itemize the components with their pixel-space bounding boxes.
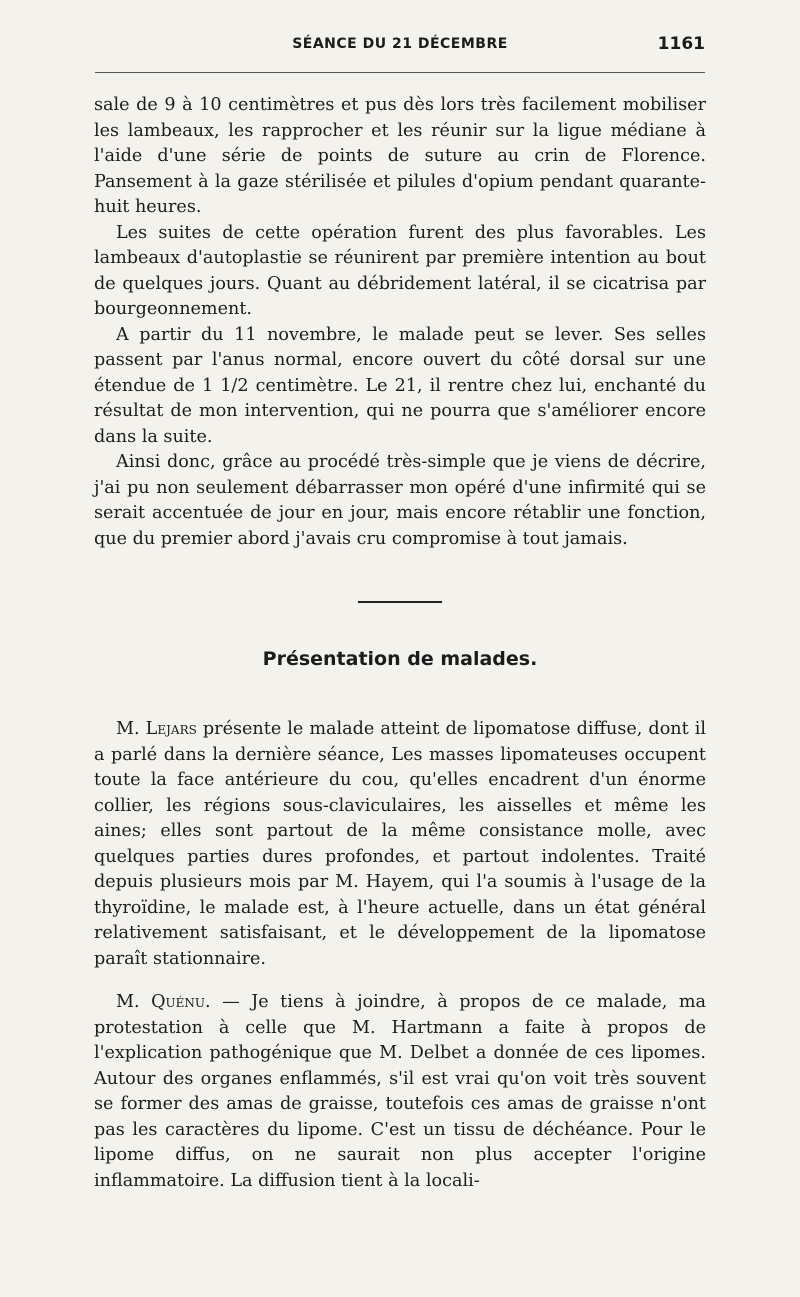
paragraph-text: présente le malade atteint de lipomatose diffuse, dont il a parlé dans la dernière séance, Les masses lipomateuses occupent toute la face antérieure du cou, qu'elles encadrent d'un énorme collier, les régions sous-claviculaires, les aisselles et même les aines; elles sont partout de la même consistance molle, avec quelques parties dures profondes, et partout indolentes. Traité depuis plusieurs mois par M. Hayem, qui l'a soumis à l'usage de la thyroïdine, le malade est, à l'heure actuelle, dans un état général relativement satisfaisant, et le développement de la lipomatose paraît stationnaire. [94,719,706,969]
paragraph: Ainsi donc, grâce au procédé très-simple que je viens de décrire, j'ai pu non seulement débarrasser mon opéré d'une infirmité qui se serait accentuée de jour en jour, mais encore rétablir une fonction, que du premier abord j'avais cru compromise à tout jamais. [94,452,706,549]
quenu-paragraph [94,990,706,1194]
lejars-paragraph-block [94,717,706,972]
speaker-prefix: M. [116,719,140,739]
paragraph-text: — Je tiens à joindre, à propos de ce malade, ma protestation à celle que M. Hartmann a faite à propos de l'explication pathogénique que M. Delbet a donnée de ces lipomes. Autour des organes enflammés, s'il est vrai qu'on voit très souvent se former des amas de graisse, toutefois ces amas de graisse n'ont pas les caractères du lipome. C'est un tissu de déchéance. Pour le lipome diffus, on ne saurait non plus accepter l'origine inflammatoire. La diffusion tient à la locali- [94,992,707,1191]
continuation-text [94,93,706,552]
paragraph: A partir du 11 novembre, le malade peut se lever. Ses selles passent par l'anus normal, encore ouvert du côté dorsal sur une étendue de 1 1/2 centimètre. Le 21, il rentre chez lui, enchanté du résultat de mon intervention, qui ne pourra que s'améliorer encore dans la suite. [94,324,706,447]
running-title: SÉANCE DU 21 DÉCEMBRE [292,36,508,52]
section-heading: Présentation de malades. [262,648,538,670]
speaker-name: Quénu. [151,992,211,1012]
paragraph: Les suites de cette opération furent des plus favorables. Les lambeaux d'autoplastie se réunirent par première intention au bout de quelques jours. Quant au débridement latéral, il se cicatrisa par bourgeonnement. [94,222,706,319]
quenu-paragraph-block [94,990,706,1194]
page-header [95,30,705,60]
speaker-name: Lejars [145,719,197,739]
section-divider [358,601,442,603]
page-number: 1161 [657,34,705,54]
speaker-prefix: M. [116,992,140,1012]
header-rule [95,72,705,73]
lejars-paragraph [94,717,706,972]
paragraph: sale de 9 à 10 centimètres et pus dès lors très facilement mobiliser les lambeaux, les rapprocher et les réunir sur la ligue médiane à l'aide d'une série de points de suture au crin de Florence. Pansement à la gaze stérilisée et pilules d'opium pendant quarante-huit heures. [94,95,706,217]
